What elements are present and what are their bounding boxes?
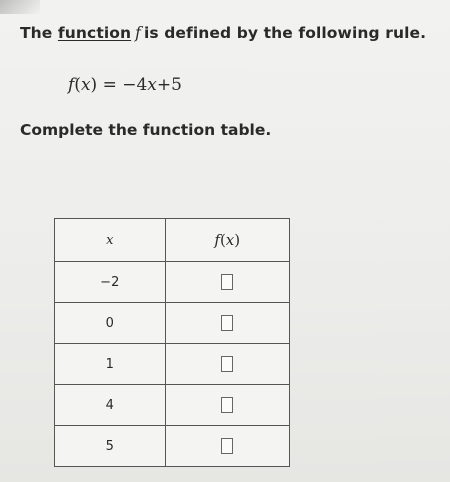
rule-close-paren: ) bbox=[90, 75, 98, 95]
problem-statement bbox=[20, 24, 426, 42]
fx-answer-cell bbox=[165, 303, 289, 344]
table-row bbox=[55, 303, 290, 344]
x-value-cell: 0 bbox=[55, 303, 166, 344]
fx-header-label: f(x) bbox=[214, 231, 241, 249]
x-value-cell: −2 bbox=[55, 262, 166, 303]
answer-input-box[interactable] bbox=[221, 274, 233, 290]
table-header-row bbox=[55, 219, 290, 262]
fx-answer-cell bbox=[165, 385, 289, 426]
problem-suffix: is defined by the following rule. bbox=[143, 24, 427, 42]
fx-answer-cell bbox=[165, 262, 289, 303]
function-table bbox=[54, 218, 290, 467]
answer-input-box[interactable] bbox=[221, 397, 233, 413]
problem-prefix: The bbox=[20, 24, 53, 42]
function-definition-link[interactable]: function bbox=[57, 24, 132, 42]
answer-input-box[interactable] bbox=[221, 356, 233, 372]
answer-input-box[interactable] bbox=[221, 315, 233, 331]
function-rule bbox=[68, 75, 182, 95]
answer-input-box[interactable] bbox=[221, 438, 233, 454]
x-value-cell: 4 bbox=[55, 385, 166, 426]
fx-answer-cell bbox=[165, 426, 289, 467]
rule-function-name: f bbox=[68, 75, 75, 95]
rule-open-paren: ( bbox=[74, 75, 81, 95]
table-row bbox=[55, 262, 290, 303]
fx-answer-cell bbox=[165, 344, 289, 385]
table-row bbox=[55, 426, 290, 467]
x-column-header bbox=[55, 219, 166, 262]
fx-column-header bbox=[165, 219, 289, 262]
rule-equals: = bbox=[102, 75, 117, 95]
rule-coefficient: −4 bbox=[122, 75, 148, 95]
page-corner-shadow bbox=[0, 0, 40, 14]
x-value-cell: 5 bbox=[55, 426, 166, 467]
function-symbol: f bbox=[135, 24, 141, 42]
x-value-cell: 1 bbox=[55, 344, 166, 385]
table-row bbox=[55, 344, 290, 385]
rule-variable: x bbox=[147, 75, 157, 95]
instruction-text: Complete the function table. bbox=[20, 121, 272, 139]
x-header-label: x bbox=[106, 232, 114, 248]
table-row bbox=[55, 385, 290, 426]
rule-input-variable: x bbox=[80, 75, 91, 95]
rule-constant: +5 bbox=[156, 75, 182, 95]
